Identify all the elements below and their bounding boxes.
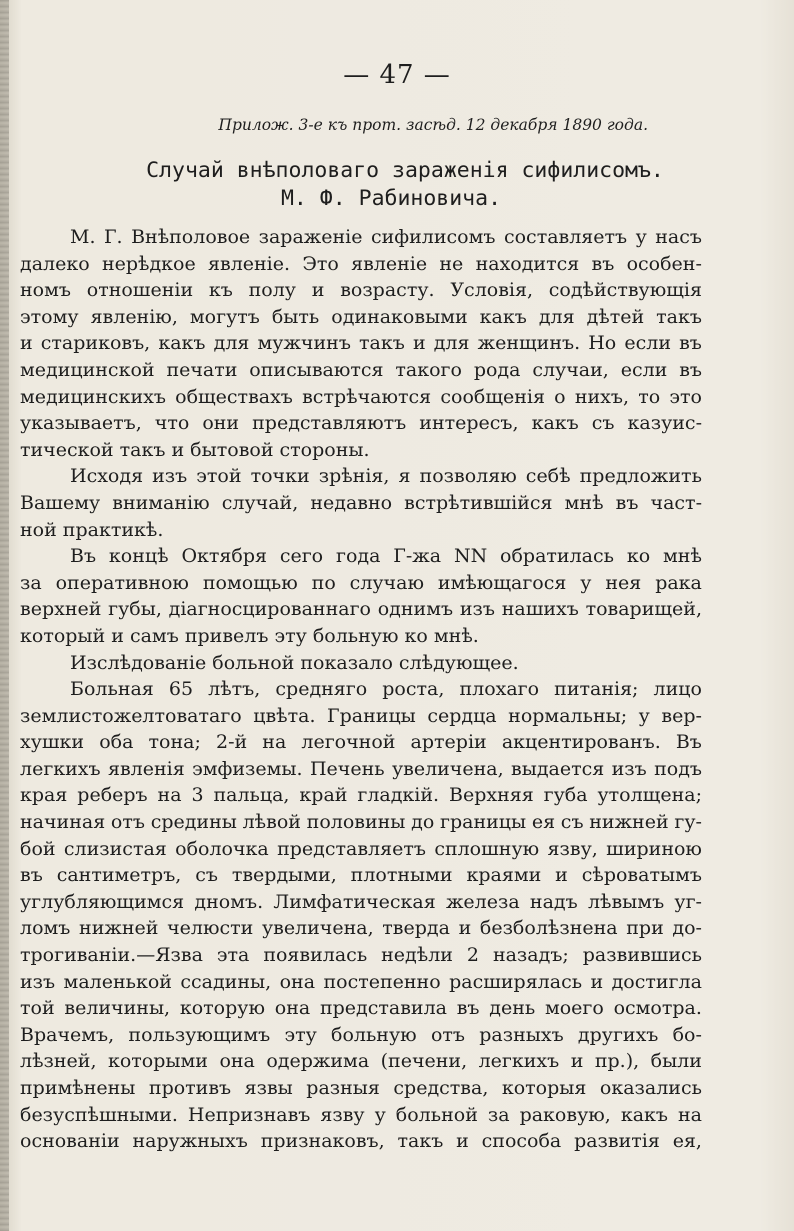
text-line: за оперативною помощью по случаю имѣющагося у нея рака	[20, 571, 702, 594]
text-line: медицинскихъ обществахъ встрѣчаются сообщенія о нихъ, то это	[20, 385, 702, 408]
text-line: этому явленію, могутъ быть одинаковыми какъ для дѣтей такъ	[20, 305, 702, 328]
text-line: номъ отношеніи къ полу и возрасту. Условія, содѣйствующія	[20, 279, 702, 302]
text-line: примѣнены противъ язвы разныя средства, которыя оказались	[20, 1077, 702, 1099]
text-line: Изслѣдованіе больной показало слѣдующее.	[70, 651, 519, 674]
text-line: изъ маленькой ссадины, она постепенно расширялась и достигла	[20, 970, 702, 993]
article-title: Случай внѣполоваго зараженія сифилисомъ.	[146, 158, 664, 183]
text-line: верхней губы, діагносцированнаго однимъ изъ нашихъ товарищей,	[20, 598, 702, 621]
text-line: Вашему вниманію случай, недавно встрѣтившійся мнѣ въ част-	[20, 491, 702, 514]
text-line: той величины, которую она представила въ день моего осмотра.	[20, 997, 702, 1020]
text-line: въ сантиметръ, съ твердыми, плотными краями и сѣроватымъ	[20, 864, 702, 887]
text-line: безуспѣшными. Непризнавъ язву у больной за раковую, какъ на	[20, 1103, 702, 1126]
text-line: и стариковъ, какъ для мужчинъ такъ и для женщинъ. Но если въ	[20, 332, 702, 355]
text-line: углубляющимся дномъ. Лимфатическая железа надъ лѣвымъ уг-	[20, 890, 702, 913]
article-body	[20, 224, 702, 1155]
text-line: Въ концѣ Октября сего года Г-жа NN обратилась ко мнѣ	[70, 545, 702, 568]
text-line: трогиваніи.—Язва эта появилась недѣли 2 назадъ; развившись	[20, 944, 702, 967]
text-line: Больная 65 лѣтъ, средняго роста, плохаго питанія; лицо	[70, 678, 702, 701]
text-line: медицинской печати описываются такого рода случаи, если въ	[20, 358, 702, 381]
text-line: края реберъ на 3 пальца, край гладкій. Верхняя губа утолщена;	[20, 784, 702, 807]
running-header: Прилож. 3-е къ прот. засѣд. 12 декабря 1890 года.	[218, 116, 648, 134]
text-line: Врачемъ, пользующимъ эту больную отъ разныхъ другихъ бо-	[20, 1023, 702, 1046]
text-line: хушки оба тона; 2-й на легочной артеріи акцентированъ. Въ	[20, 731, 702, 754]
text-line: который и самъ привелъ эту больную ко мнѣ.	[20, 624, 479, 647]
text-line: далеко нерѣдкое явленіе. Это явленіе не находится въ особен-	[20, 252, 702, 275]
text-line: основаніи наружныхъ признаковъ, такъ и способа развитія ея,	[20, 1130, 702, 1153]
page-number: — 47 —	[343, 60, 451, 90]
book-binding-edge	[0, 0, 9, 1231]
text-line: бой слизистая оболочка представляетъ сплошную язву, шириною	[20, 837, 702, 860]
text-line: указываетъ, что они представляютъ интересъ, какъ съ казуис-	[20, 412, 702, 435]
text-line: землистожелтоватаго цвѣта. Границы сердца нормальны; у вер-	[20, 704, 702, 727]
text-line: Исходя изъ этой точки зрѣнія, я позволяю себѣ предложить	[70, 465, 702, 488]
text-line: ломъ нижней челюсти увеличена, тверда и безболѣзнена при до-	[20, 917, 702, 940]
text-line: легкихъ явленія эмфиземы. Печень увеличена, выдается изъ подъ	[20, 757, 702, 780]
article-author: М. Ф. Рабиновича.	[280, 186, 502, 211]
text-line: начиная отъ средины лѣвой половины до границы ея съ нижней гу-	[20, 811, 702, 834]
text-line: М. Г. Внѣполовое зараженіе сифилисомъ составляетъ у насъ	[70, 226, 702, 248]
text-line: лѣзней, которыми она одержима (печени, легкихъ и пр.), были	[20, 1050, 702, 1073]
text-line: ной практикѣ.	[20, 518, 164, 541]
text-line: тической такъ и бытовой стороны.	[20, 438, 370, 461]
